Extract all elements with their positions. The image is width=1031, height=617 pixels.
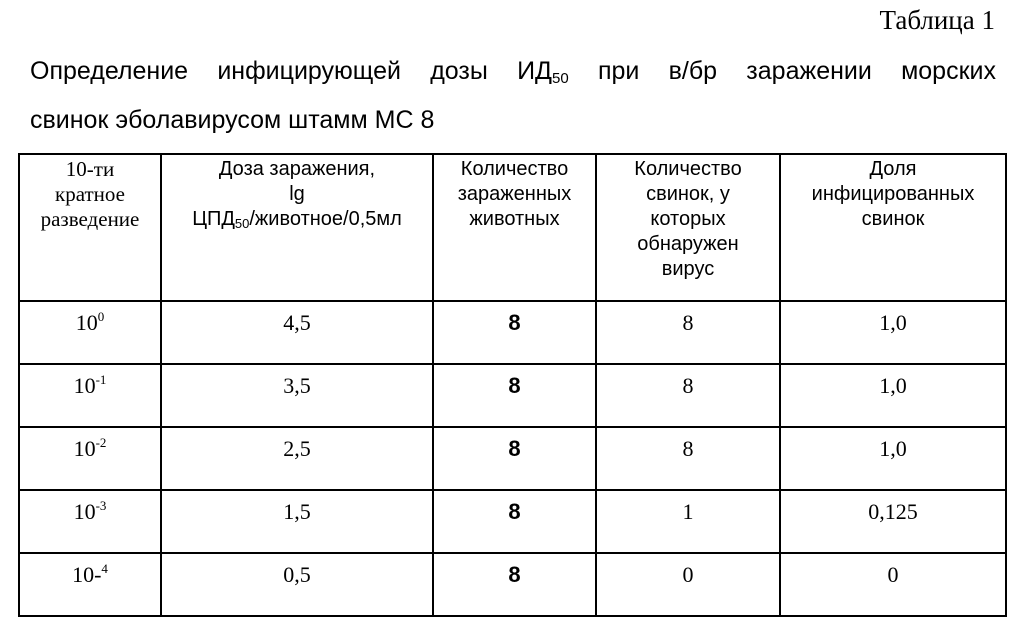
cell-dilution: $10^{-1}$ — [19, 364, 161, 427]
table-row — [19, 553, 1006, 616]
cell-virus-found: 0 — [596, 553, 780, 616]
cell-share: 1,0 — [780, 364, 1006, 427]
cell-dilution: $10^{-2}$ — [19, 427, 161, 490]
header-row — [19, 154, 1006, 301]
results-table — [18, 153, 1007, 617]
cell-infected: 8 — [433, 553, 596, 616]
cell-virus-found: 8 — [596, 301, 780, 364]
caption-subscript: 50 — [552, 70, 569, 87]
header-virus-found: Количество свинок, у которых обнаружен вирус — [596, 154, 780, 301]
table-row — [19, 427, 1006, 490]
cell-share: 0,125 — [780, 490, 1006, 553]
header-dose-subscript: 50 — [234, 216, 250, 231]
cell-share: 1,0 — [780, 301, 1006, 364]
cell-dilution: 10-$^4$ — [19, 553, 161, 616]
cell-virus-found: 8 — [596, 427, 780, 490]
caption-text: Определение инфицирующей дозы ИД — [30, 57, 552, 85]
cell-dose: 0,5 — [161, 553, 433, 616]
table-caption-line-2: свинок эболавирусом штамм МС 8 — [30, 106, 435, 134]
cell-dilution: $10^{-3}$ — [19, 490, 161, 553]
cell-dose: 1,5 — [161, 490, 433, 553]
header-infected-count: Количество зараженных животных — [433, 154, 596, 301]
header-infected-share: Доля инфицированных свинок — [780, 154, 1006, 301]
header-dose — [161, 154, 433, 301]
table-row — [19, 301, 1006, 364]
cell-share: 0 — [780, 553, 1006, 616]
header-dose-text: Доза заражения, lg ЦПД — [192, 158, 376, 230]
header-dilution: 10-ти кратное разведение — [19, 154, 161, 301]
cell-infected: 8 — [433, 301, 596, 364]
cell-dose: 2,5 — [161, 427, 433, 490]
table-row — [19, 490, 1006, 553]
cell-virus-found: 1 — [596, 490, 780, 553]
cell-virus-found: 8 — [596, 364, 780, 427]
table-row — [19, 364, 1006, 427]
cell-infected: 8 — [433, 490, 596, 553]
table-caption-line-1 — [30, 56, 996, 86]
cell-dose: 3,5 — [161, 364, 433, 427]
caption-text-cont: при в/бр заражении морских — [568, 57, 996, 85]
cell-dose: 4,5 — [161, 301, 433, 364]
cell-infected: 8 — [433, 427, 596, 490]
cell-infected: 8 — [433, 364, 596, 427]
header-dose-unit: /животное/0,5мл — [249, 208, 402, 230]
table-number: Таблица 1 — [879, 5, 995, 35]
cell-share: 1,0 — [780, 427, 1006, 490]
cell-dilution: $10^0$ — [19, 301, 161, 364]
